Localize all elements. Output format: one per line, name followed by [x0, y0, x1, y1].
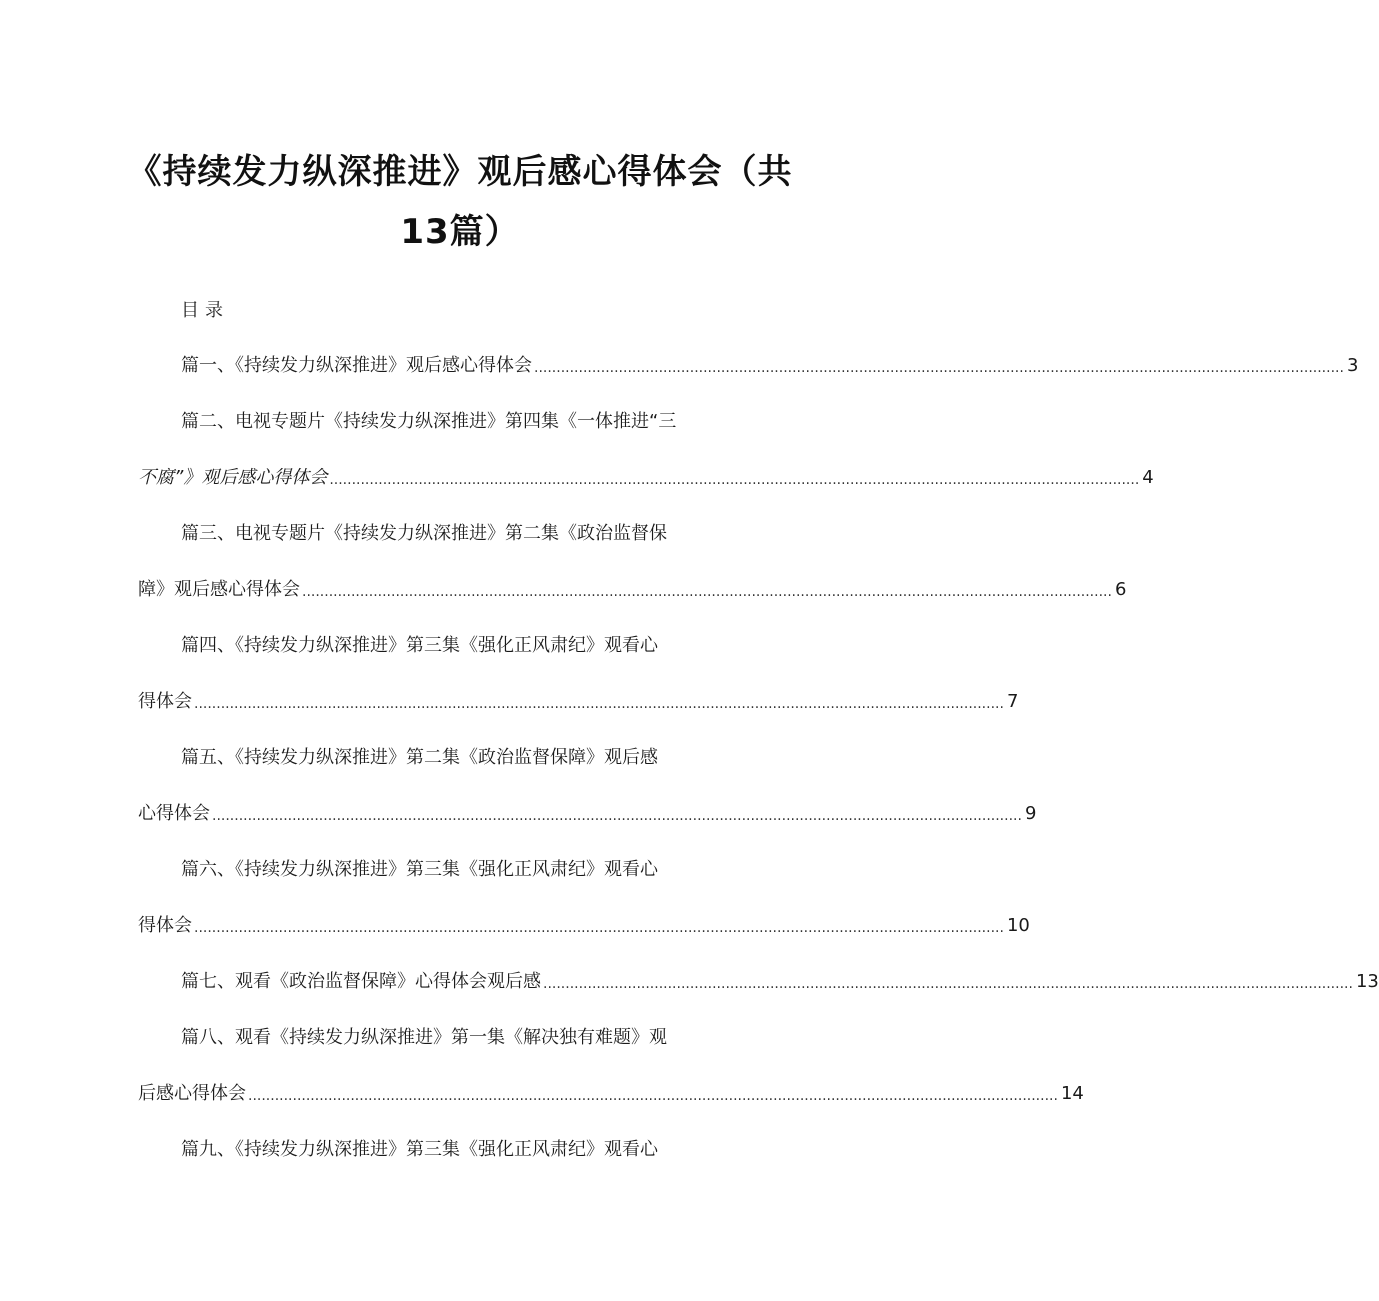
dot-leader: ......................................................................................................................................................................................	[194, 696, 1004, 712]
toc-entry-6-line-1[interactable]: 篇六、《持续发力纵深推进》第三集《强化正风肃纪》观看心	[181, 859, 658, 880]
toc-entry-1[interactable]	[181, 351, 1359, 381]
dot-leader: ......................................................................................................................................................................................	[329, 472, 1140, 488]
dot-leader: ......................................................................................................................................................................................	[302, 584, 1112, 600]
dot-leader: ......................................................................................................................................................................................	[248, 1088, 1058, 1104]
toc-entry-text: 篇七、观看《政治监督保障》心得体会观后感	[181, 971, 541, 992]
toc-entry-5[interactable]	[138, 799, 1037, 829]
toc-entry-7[interactable]	[181, 967, 1379, 997]
toc-page-number: 4	[1142, 467, 1154, 488]
toc-entry-text: 心得体会	[138, 803, 210, 824]
toc-entry-3-line-1[interactable]: 篇三、电视专题片《持续发力纵深推进》第二集《政治监督保	[181, 523, 667, 544]
dot-leader: ......................................................................................................................................................................................	[543, 976, 1353, 992]
toc-entry-6[interactable]	[138, 911, 1030, 941]
toc-entry-text: 后感心得体会	[138, 1083, 246, 1104]
toc-entry-text: 障》观后感心得体会	[138, 579, 300, 600]
toc-page-number: 13	[1355, 971, 1379, 992]
toc-page-number: 9	[1024, 803, 1037, 824]
toc-page-number: 3	[1346, 355, 1359, 376]
toc-entry-8-line-1[interactable]: 篇八、观看《持续发力纵深推进》第一集《解决独有难题》观	[181, 1027, 667, 1048]
toc-entry-9-line-1[interactable]: 篇九、《持续发力纵深推进》第三集《强化正风肃纪》观看心	[181, 1139, 658, 1160]
toc-page-number: 10	[1006, 915, 1030, 936]
toc-entry-text: 不腐”》观后感心得体会	[138, 467, 328, 488]
toc-entry-8[interactable]	[138, 1079, 1084, 1109]
toc-page-number: 7	[1006, 691, 1019, 712]
toc-entry-3[interactable]	[138, 575, 1127, 605]
dot-leader: ......................................................................................................................................................................................	[534, 360, 1344, 376]
toc-entry-4-line-1[interactable]: 篇四、《持续发力纵深推进》第三集《强化正风肃纪》观看心	[181, 635, 658, 656]
toc-entry-text: 得体会	[138, 915, 192, 936]
dot-leader: ......................................................................................................................................................................................	[194, 920, 1004, 936]
toc-entry-text: 得体会	[138, 691, 192, 712]
dot-leader: ......................................................................................................................................................................................	[212, 808, 1022, 824]
toc-entry-text: 篇一、《持续发力纵深推进》观后感心得体会	[181, 355, 532, 376]
toc-entry-4[interactable]	[138, 687, 1019, 717]
toc-entry-5-line-1[interactable]: 篇五、《持续发力纵深推进》第二集《政治监督保障》观后感	[181, 747, 658, 768]
toc-entry-2[interactable]	[138, 463, 1154, 493]
toc-heading: 目录	[181, 300, 229, 321]
toc-page-number: 14	[1060, 1083, 1084, 1104]
document-title-line-1: 《持续发力纵深推进》观后感心得体会（共	[127, 152, 793, 192]
toc-page-number: 6	[1114, 579, 1127, 600]
document-title-line-2: 13篇）	[400, 212, 520, 252]
toc-entry-2-line-1[interactable]: 篇二、电视专题片《持续发力纵深推进》第四集《一体推进“三	[181, 411, 677, 432]
